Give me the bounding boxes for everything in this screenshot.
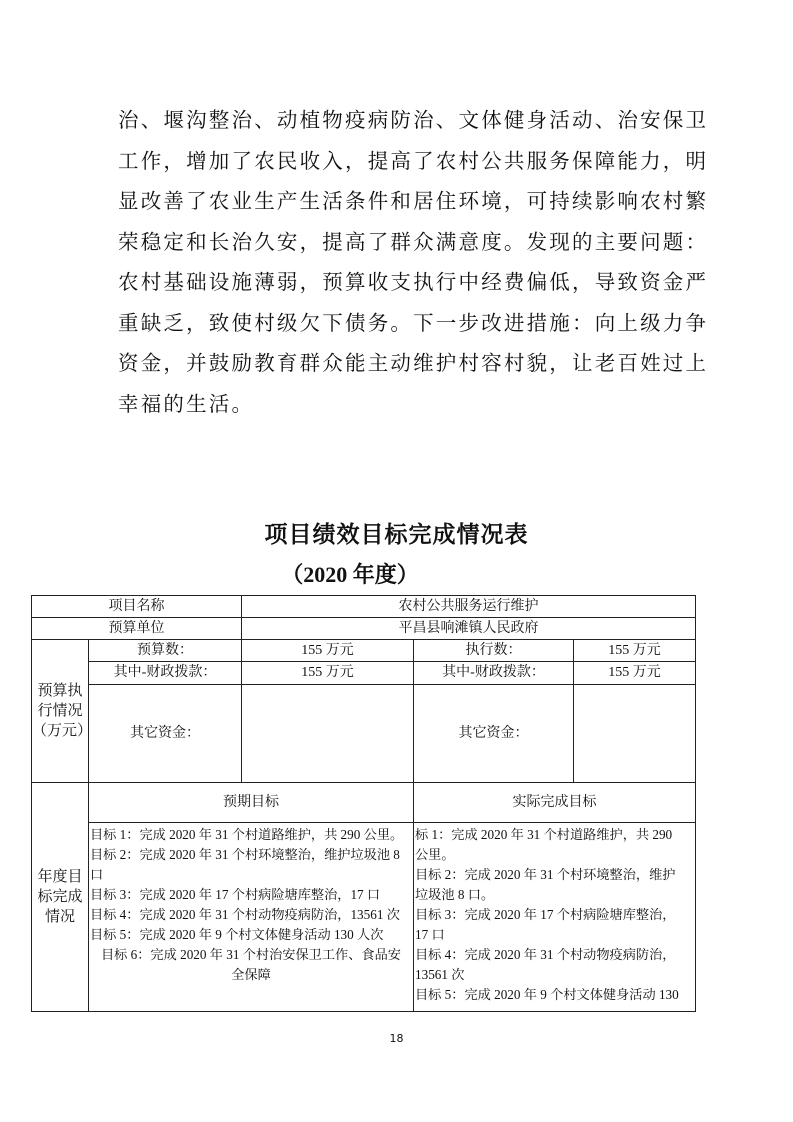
budget-section-label	[32, 640, 93, 783]
fiscal-allocation-value: 155 万元	[242, 662, 414, 685]
actual-goal-line: 垃圾池 8 口。	[415, 887, 495, 902]
actual-goals-header: 实际完成目标	[414, 783, 696, 823]
expected-goal-line: 目标 3：完成 2020 年 17 个村病险塘库整治，17 口	[90, 887, 381, 902]
expected-goal-line: 目标 1：完成 2020 年 31 个村道路维护，共 290 公里。	[90, 827, 404, 842]
actual-goal-line: 13561 次	[415, 967, 465, 982]
budget-amount-value: 155 万元	[242, 640, 414, 662]
budget-section-line: 预算执	[37, 683, 83, 699]
other-funds-label: 其它资金：	[89, 685, 242, 783]
other-funds-value	[242, 685, 414, 783]
paragraph-line: 农村基础设施薄弱，预算收支执行中经费偏低，导致资金严	[118, 270, 709, 294]
actual-goal-line: 目标 5：完成 2020 年 9 个村文体健身活动 130	[415, 987, 679, 1002]
paragraph-line: 工作，增加了农民收入，提高了农村公共服务保障能力，明	[118, 148, 709, 173]
budget-section-line: 行情况	[37, 703, 83, 719]
actual-goals-cell	[414, 823, 696, 1012]
budget-unit-value: 平昌县响滩镇人民政府	[242, 618, 696, 640]
paragraph-line: 治、堰沟整治、动植物疫病防治、文体健身活动、治安保卫	[118, 108, 709, 132]
paragraph-line: 重缺乏，致使村级欠下债务。下一步改进措施：向上级力争	[118, 310, 709, 335]
expected-goal-line: 目标 4：完成 2020 年 31 个村动物疫病防治，13561 次	[90, 907, 400, 922]
body-paragraph	[118, 100, 709, 424]
actual-goal-line: 公里。	[415, 847, 455, 862]
budget-section-line: （万元）	[32, 723, 93, 739]
fiscal-allocation-executed-label: 其中-财政拨款：	[414, 662, 574, 685]
actual-goal-line: 17 口	[415, 927, 445, 942]
paragraph-line: 荣稳定和长治久安，提高了群众满意度。发现的主要问题：	[118, 229, 709, 254]
expected-goals-header: 预期目标	[89, 783, 414, 823]
project-name-value: 农村公共服务运行维护	[242, 596, 696, 618]
table-row	[32, 618, 696, 640]
expected-goals-cell	[89, 823, 414, 1012]
performance-table	[31, 595, 696, 1012]
paragraph-line: 资金，并鼓励教育群众能主动维护村容村貌，让老百姓过上	[118, 351, 709, 375]
executed-amount-label: 执行数：	[414, 640, 574, 662]
other-funds-executed-value	[574, 685, 696, 783]
project-name-label: 项目名称	[32, 596, 242, 618]
actual-goal-line: 目标 2：完成 2020 年 31 个村环境整治，维护	[415, 867, 676, 882]
expected-goal-line: 目标 6：完成 2020 年 31 个村治安保卫工作、食品安	[100, 947, 401, 962]
table-row	[32, 596, 696, 618]
expected-goal-line: 全保障	[231, 967, 271, 982]
paragraph-line: 显改善了农业生产生活条件和居住环境，可持续影响农村繁	[118, 189, 709, 213]
table-subtitle: （2020 年度）	[281, 562, 419, 587]
actual-goal-line: 目标 4：完成 2020 年 31 个村动物疫病防治，	[415, 947, 676, 962]
budget-amount-label: 预算数：	[89, 640, 242, 662]
annual-goal-line: 情况	[44, 909, 75, 925]
table-row	[32, 685, 696, 783]
fiscal-allocation-executed-value: 155 万元	[574, 662, 696, 685]
actual-goal-line: 标 1：完成 2020 年 31 个村道路维护，共 290	[415, 827, 673, 842]
table-row	[32, 662, 696, 685]
paragraph-line: 幸福的生活。	[118, 391, 255, 416]
budget-unit-label: 预算单位	[32, 618, 242, 640]
table-row	[32, 783, 696, 823]
table-title: 项目绩效目标完成情况表	[264, 522, 529, 548]
annual-goal-line: 标完成	[37, 889, 83, 905]
expected-goal-line: 目标 5：完成 2020 年 9 个村文体健身活动 130 人次	[90, 927, 384, 942]
page-number: 18	[389, 1032, 404, 1045]
table-row	[32, 640, 696, 662]
executed-amount-value: 155 万元	[574, 640, 696, 662]
table-row	[32, 823, 696, 1012]
fiscal-allocation-label: 其中-财政拨款：	[89, 662, 242, 685]
expected-goal-line: 口	[90, 867, 104, 882]
other-funds-executed-label: 其它资金：	[414, 685, 574, 783]
annual-goal-section-label	[32, 783, 89, 1012]
annual-goal-line: 年度目	[37, 869, 83, 885]
expected-goal-line: 目标 2：完成 2020 年 31 个村环境整治，维护垃圾池 8	[90, 847, 400, 862]
actual-goal-line: 目标 3：完成 2020 年 17 个村病险塘库整治，	[415, 907, 676, 922]
